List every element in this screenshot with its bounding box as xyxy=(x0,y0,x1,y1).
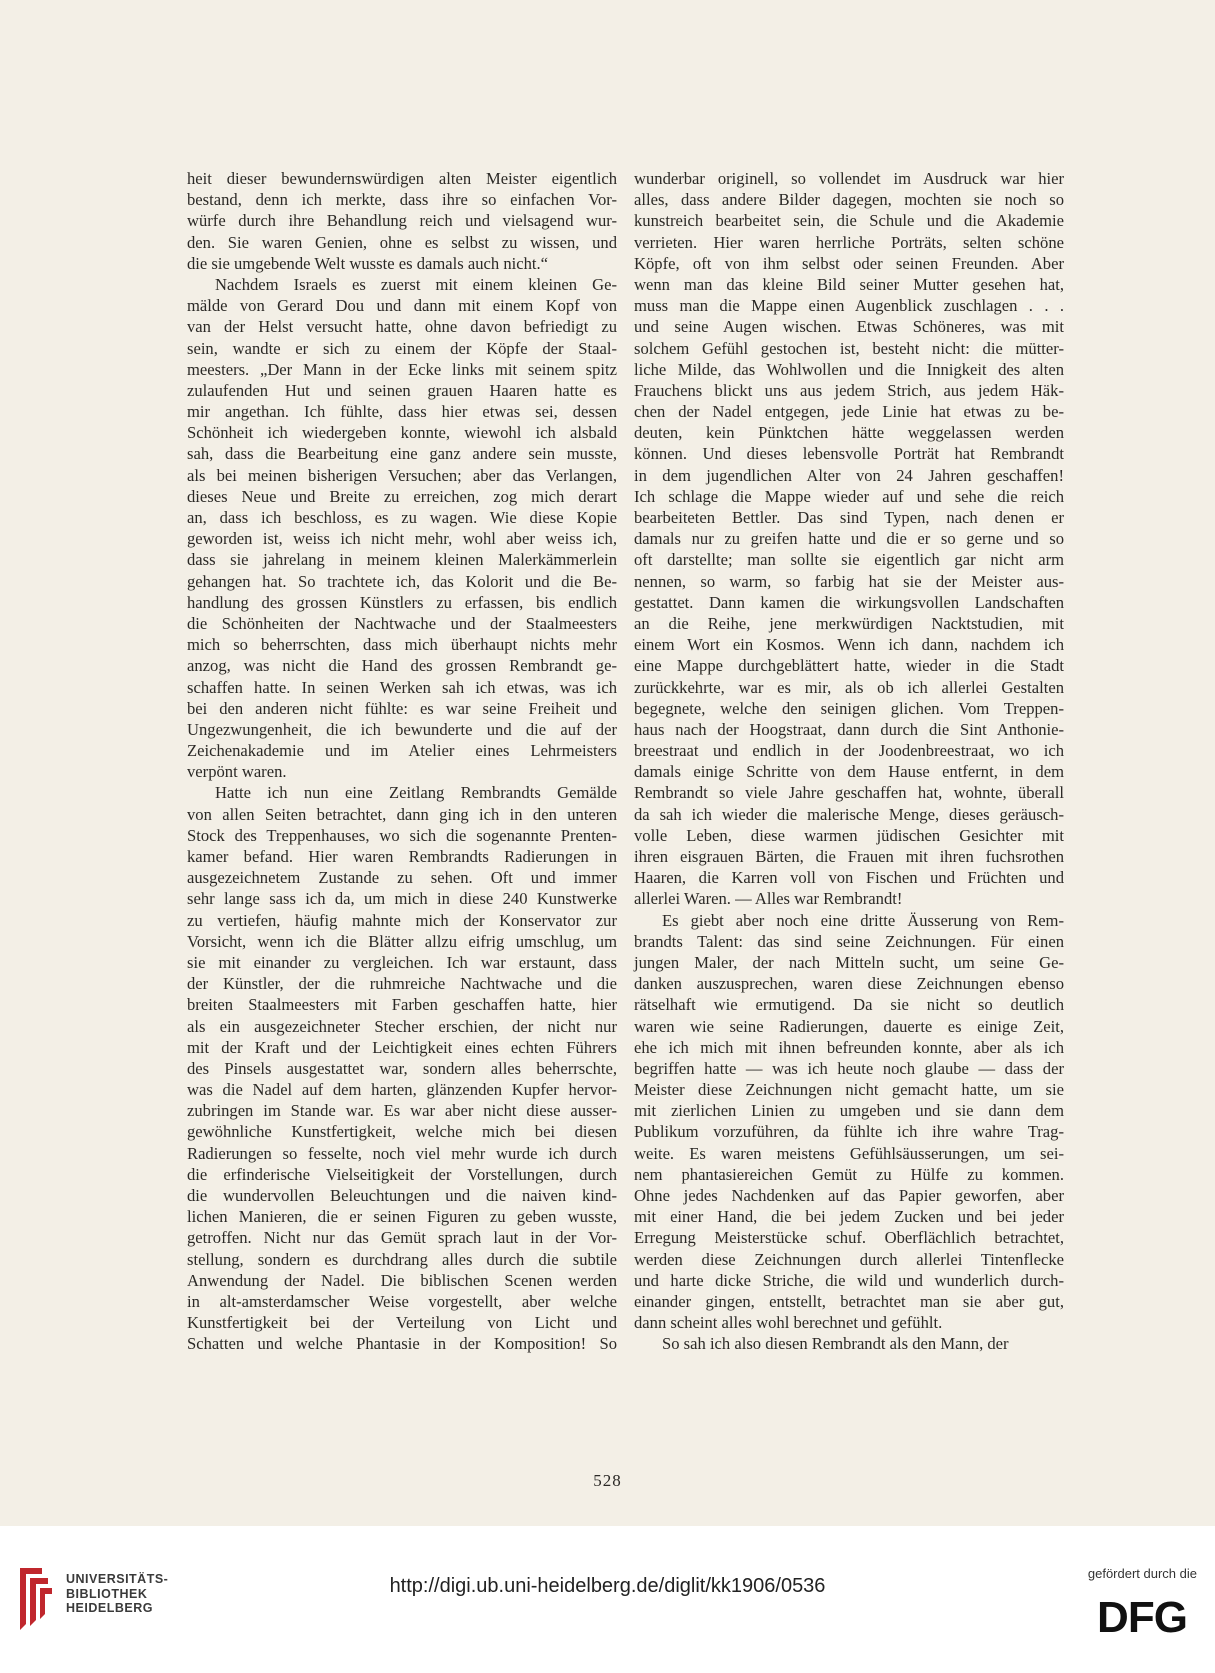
text-line: würfe durch ihre Behandlung reich und vielsagend wur- xyxy=(187,211,617,231)
text-line: anzog, was nicht die Hand des grossen Rembrandt ge- xyxy=(187,656,617,676)
text-line: So sah ich also diesen Rembrandt als den Mann, der xyxy=(662,1334,1009,1354)
text-line: kamer befand. Hier waren Rembrandts Radierungen in xyxy=(187,847,617,866)
text-line: Ungezwungenheit, die ich bewunderte und die auf der xyxy=(187,719,617,739)
text-line: dieses Neue und Breite zu erreichen, zog mich derart xyxy=(187,486,617,506)
text-line: von allen Seiten betrachtet, dann ging ich in den unteren xyxy=(187,804,617,824)
text-line: gehangen hat. So trachtete ich, das Kolorit und die Be- xyxy=(187,571,617,591)
funded-by-label: gefördert durch die xyxy=(1087,1566,1197,1581)
text-line: zu vertiefen, häufig mahnte mich der Konservator zur xyxy=(187,910,617,930)
text-line: Frauchens blickt uns aus jedem Strich, aus jedem Häk- xyxy=(634,380,1064,400)
text-line: brandts Talent: das sind seine Zeichnungen. Für einen xyxy=(634,931,1064,951)
text-line: mit zierlichen Linien zu umgeben und sie dann dem xyxy=(634,1101,1064,1121)
text-line: schaffen hatte. In seinen Werken sah ich etwas, was ich xyxy=(187,677,617,697)
page-number: 528 xyxy=(593,1471,622,1490)
text-line: sie mit einander zu vergleichen. Ich war erstaunt, dass xyxy=(187,952,617,972)
text-line: Haaren, die Karren voll von Fischen und Früchten und xyxy=(634,868,1064,888)
text-line: muss man die Mappe einen Augenblick zuschlagen . . . xyxy=(634,296,1064,316)
text-line: die wundervollen Beleuchtungen und die naiven kind- xyxy=(187,1186,617,1205)
text-line: Kunstfertigkeit bei der Verteilung von Licht und xyxy=(187,1313,617,1333)
text-line: in alt-amsterdamscher Weise vorgestellt, aber welche xyxy=(187,1291,617,1311)
text-line: Köpfe, oft von ihm selbst oder seinen Freunden. Aber xyxy=(634,253,1064,273)
text-line: und seine Augen wischen. Etwas Schöneres, was mit xyxy=(634,317,1064,337)
text-line: was die Nadel auf dem harten, glänzenden Kupfer hervor- xyxy=(187,1080,617,1100)
text-line: mälde von Gerard Dou und dann mit einem Kopf von xyxy=(187,296,617,316)
text-line: alles, dass andere Bilder dagegen, mochten sie noch so xyxy=(634,190,1064,210)
text-line: rätselhaft wie ermutigend. Da sie nicht so deutlich xyxy=(634,995,1064,1015)
text-line: mit der Kraft und der Leichtigkeit eines echten Führers xyxy=(187,1037,617,1057)
text-line: Schönheit ich wiedergeben konnte, wiewohl ich alsbald xyxy=(187,423,617,443)
left-text-column xyxy=(187,168,617,1355)
text-line: waren wie seine Radierungen, dauerte es einige Zeit, xyxy=(634,1016,1064,1036)
text-line: Meister diese Zeichnungen nicht gemacht hatte, um sie xyxy=(634,1080,1064,1100)
text-line: nem phantasiereichen Gemüt zu Hülfe zu kommen. xyxy=(634,1164,1064,1184)
text-line: Radierungen so fesselte, noch viel mehr wurde ich durch xyxy=(187,1143,617,1163)
text-line: Anwendung der Nadel. Die biblischen Scenen werden xyxy=(187,1270,617,1290)
text-line: ehe ich mich mit ihnen befreunden konnte, aber als ich xyxy=(634,1037,1064,1057)
text-line: oft darstellte; man sollte sie eigentlich gar nicht arm xyxy=(634,550,1064,570)
text-line: Stock des Treppenhauses, wo sich die sogenannte Prenten- xyxy=(187,825,617,845)
text-line: dass sie jahrelang in meinem kleinen Malerkämmerlein xyxy=(187,550,617,570)
text-line: ausgezeichnetem Zustande zu sehen. Oft und immer xyxy=(187,868,617,888)
text-line: mich so beherrschten, dass mich überhaupt nichts mehr xyxy=(187,635,617,655)
text-line: Erregung Meisterstücke schuf. Oberflächlich betrachtet, xyxy=(634,1228,1064,1248)
text-line: zurückkehrte, war es mir, als ob ich allerlei Gestalten xyxy=(634,677,1064,697)
text-line: begriffen hatte — was ich heute noch glaube — dass der xyxy=(634,1058,1064,1078)
text-line: und harte dicke Striche, die wild und wunderlich durch- xyxy=(634,1270,1064,1290)
text-line: danken auszusprechen, waren diese Zeichnungen ebenso xyxy=(634,974,1064,994)
text-line: verrieten. Hier waren herrliche Porträts, selten schöne xyxy=(634,232,1064,252)
text-line: allerlei Waren. — Alles war Rembrandt! xyxy=(634,889,903,909)
text-line: zubringen im Stande war. Es war aber nicht diese ausser- xyxy=(187,1101,617,1121)
text-line: haus nach der Hoogstraat, dann durch die Sint Anthonie- xyxy=(634,719,1064,739)
text-line: sein, wandte er sich zu einem der Köpfe der Staal- xyxy=(187,338,617,358)
text-line: an, dass ich beschloss, es zu wagen. Wie diese Kopie xyxy=(187,508,617,527)
text-line: an die Reihe, jene merkwürdigen Nacktstudien, mit xyxy=(634,613,1064,633)
text-line: mit einer Hand, die bei jedem Zucken und bei jeder xyxy=(634,1207,1064,1227)
text-line: deuten, kein Pünktchen hätte weggelassen werden xyxy=(634,423,1064,443)
text-line: kunstreich bearbeitet sein, die Schule und die Akademie xyxy=(634,211,1064,231)
text-line: der Künstler, der die ruhmreiche Nachtwache und die xyxy=(187,974,617,994)
text-line: chen der Nadel entgegen, jede Linie hat etwas zu be- xyxy=(634,402,1064,422)
text-line: eine Mappe durchgeblättert hatte, wieder in die Stadt xyxy=(634,656,1064,676)
text-line: bestand, denn ich merkte, dass ihre so einfachen Vor- xyxy=(187,190,617,210)
text-line: liche Milde, das Wohlwollen und die Innigkeit des alten xyxy=(634,359,1064,379)
text-line: können. Und dieses lebensvolle Porträt hat Rembrandt xyxy=(634,444,1064,464)
dfg-logo-text: DFG xyxy=(1097,1594,1187,1636)
text-line: geworden ist, weiss ich nicht mehr, wohl aber weiss ich, xyxy=(187,529,617,549)
text-line: nennen, so warm, so farbig hat sie der Meister aus- xyxy=(634,571,1064,591)
text-line: einem Wort ein Kosmos. Wenn ich dann, nachdem ich xyxy=(634,635,1064,655)
text-line: Ohne jedes Nachdenken auf das Papier geworfen, aber xyxy=(634,1186,1064,1205)
text-line: zulaufenden Hut und seinen grauen Haaren hatte es xyxy=(187,380,617,400)
text-line: verpönt waren. xyxy=(187,762,287,782)
text-line: Hatte ich nun eine Zeitlang Rembrandts Gemälde xyxy=(215,783,617,803)
text-line: Nachdem Israels es zuerst mit einem kleinen Ge- xyxy=(215,274,617,294)
text-line: breestraat und endlich in der Joodenbreestraat, wo ich xyxy=(634,741,1064,761)
text-line: damals einige Schritte von dem Hause entfernt, in dem xyxy=(634,762,1064,782)
text-line: den. Sie waren Genien, ohne es selbst zu wissen, und xyxy=(187,232,617,252)
text-line: sehr lange sass ich da, um mich in diese 240 Kunstwerke xyxy=(187,889,617,909)
text-line: meesters. „Der Mann in der Ecke links mit seinem spitz xyxy=(187,359,617,379)
text-line: werden diese Zeichnungen durch allerlei Tintenflecke xyxy=(634,1249,1064,1269)
text-line: stellung, sondern es durchdrang alles durch die subtile xyxy=(187,1249,617,1269)
text-line: Vorsicht, wenn ich die Blätter allzu eifrig umschlug, um xyxy=(187,931,617,951)
text-line: in dem jugendlichen Alter von 24 Jahren geschaffen! xyxy=(634,465,1064,485)
institution-line: HEIDELBERG xyxy=(66,1601,153,1615)
text-line: breiten Staalmeesters mit Farben geschaffen hatte, hier xyxy=(187,995,617,1015)
text-line: dann scheint alles wohl berechnet und gefühlt. xyxy=(634,1313,943,1333)
text-line: als bei meinen bisherigen Versuchen; aber das Verlangen, xyxy=(187,465,617,485)
text-line: begegnete, welche den seinigen glichen. Vom Treppen- xyxy=(634,698,1064,718)
text-line: wenn man das kleine Bild seiner Mutter gesehen hat, xyxy=(634,274,1064,294)
text-line: da sah ich wieder die malerische Menge, dieses geräusch- xyxy=(634,804,1064,824)
text-line: damals nur zu greifen hatte und die er so gerne und so xyxy=(634,529,1064,549)
text-line: Es giebt aber noch eine dritte Äusserung von Rem- xyxy=(662,910,1064,930)
text-line: getroffen. Nicht nur das Gemüt sprach laut in der Vor- xyxy=(187,1228,617,1248)
text-line: jungen Maler, der nach Mitteln sucht, um seine Ge- xyxy=(634,952,1064,972)
institution-line: UNIVERSITÄTS- xyxy=(66,1572,169,1586)
text-line: Schatten und welche Phantasie in der Komposition! So xyxy=(187,1334,617,1354)
text-line: die Schönheiten der Nachtwache und der Staalmeesters xyxy=(187,613,617,633)
text-line: bearbeiteten Bettler. Das sind Typen, nach denen er xyxy=(634,508,1064,527)
text-line: bei den anderen nicht fühlte: es war seine Freiheit und xyxy=(187,698,617,718)
text-line: ihren eisgrauen Bärten, die Frauen mit ihren fuchsrothen xyxy=(634,847,1064,866)
institution-line: BIBLIOTHEK xyxy=(66,1586,148,1601)
text-line: die sie umgebende Welt wusste es damals auch nicht.“ xyxy=(187,253,549,273)
text-line: lichen Manieren, die er seinen Figuren zu geben wusste, xyxy=(187,1207,617,1227)
text-line: solchem Gefühl gestochen ist, besteht nicht: die mütter- xyxy=(634,338,1064,358)
text-line: die erfinderische Vielseitigkeit der Vorstellungen, durch xyxy=(187,1164,617,1184)
permalink-url[interactable]: http://digi.ub.uni-heidelberg.de/diglit/kk1906/0536 xyxy=(389,1575,826,1597)
text-line: mir angethan. Ich fühlte, dass hier etwas sei, dessen xyxy=(187,402,617,422)
text-line: gestattet. Dann kamen die wirkungsvollen Landschaften xyxy=(634,592,1064,612)
text-line: Ich schlage die Mappe wieder auf und sehe die reich xyxy=(634,486,1064,506)
text-line: handlung des grossen Künstlers zu erfassen, bis endlich xyxy=(187,592,617,612)
footer-bar xyxy=(0,1526,1215,1673)
text-line: weite. Es waren meistens Gefühlsäusserungen, um sei- xyxy=(634,1143,1064,1163)
text-line: Rembrandt so viele Jahre geschaffen hat, wohnte, überall xyxy=(634,783,1064,803)
dfg-logo[interactable] xyxy=(1087,1594,1197,1636)
text-line: gewöhnliche Kunstfertigkeit, welche mich bei diesen xyxy=(187,1122,617,1142)
text-line: sah, dass die Bearbeitung eine ganz andere sein musste, xyxy=(187,444,617,464)
text-line: als ein ausgezeichneter Stecher erschien, der nicht nur xyxy=(187,1016,617,1036)
text-line: des Pinsels ausgestattet war, sondern alles beherrschte, xyxy=(187,1058,617,1078)
right-text-column xyxy=(634,168,1064,1355)
text-line: van der Helst versucht hatte, ohne davon befriedigt zu xyxy=(187,317,617,337)
text-line: Zeichenakademie und im Atelier eines Lehrmeisters xyxy=(187,741,617,761)
text-line: einander gingen, entstellt, betrachtet man sie aber gut, xyxy=(634,1291,1064,1311)
text-line: Publikum vorzuführen, da fühlte ich ihre wahre Trag- xyxy=(634,1122,1064,1142)
text-line: heit dieser bewundernswürdigen alten Meister eigentlich xyxy=(187,169,617,188)
text-line: wunderbar originell, so vollendet im Ausdruck war hier xyxy=(634,169,1064,188)
text-line: volle Leben, diese warmen jüdischen Gesichter mit xyxy=(634,825,1064,845)
